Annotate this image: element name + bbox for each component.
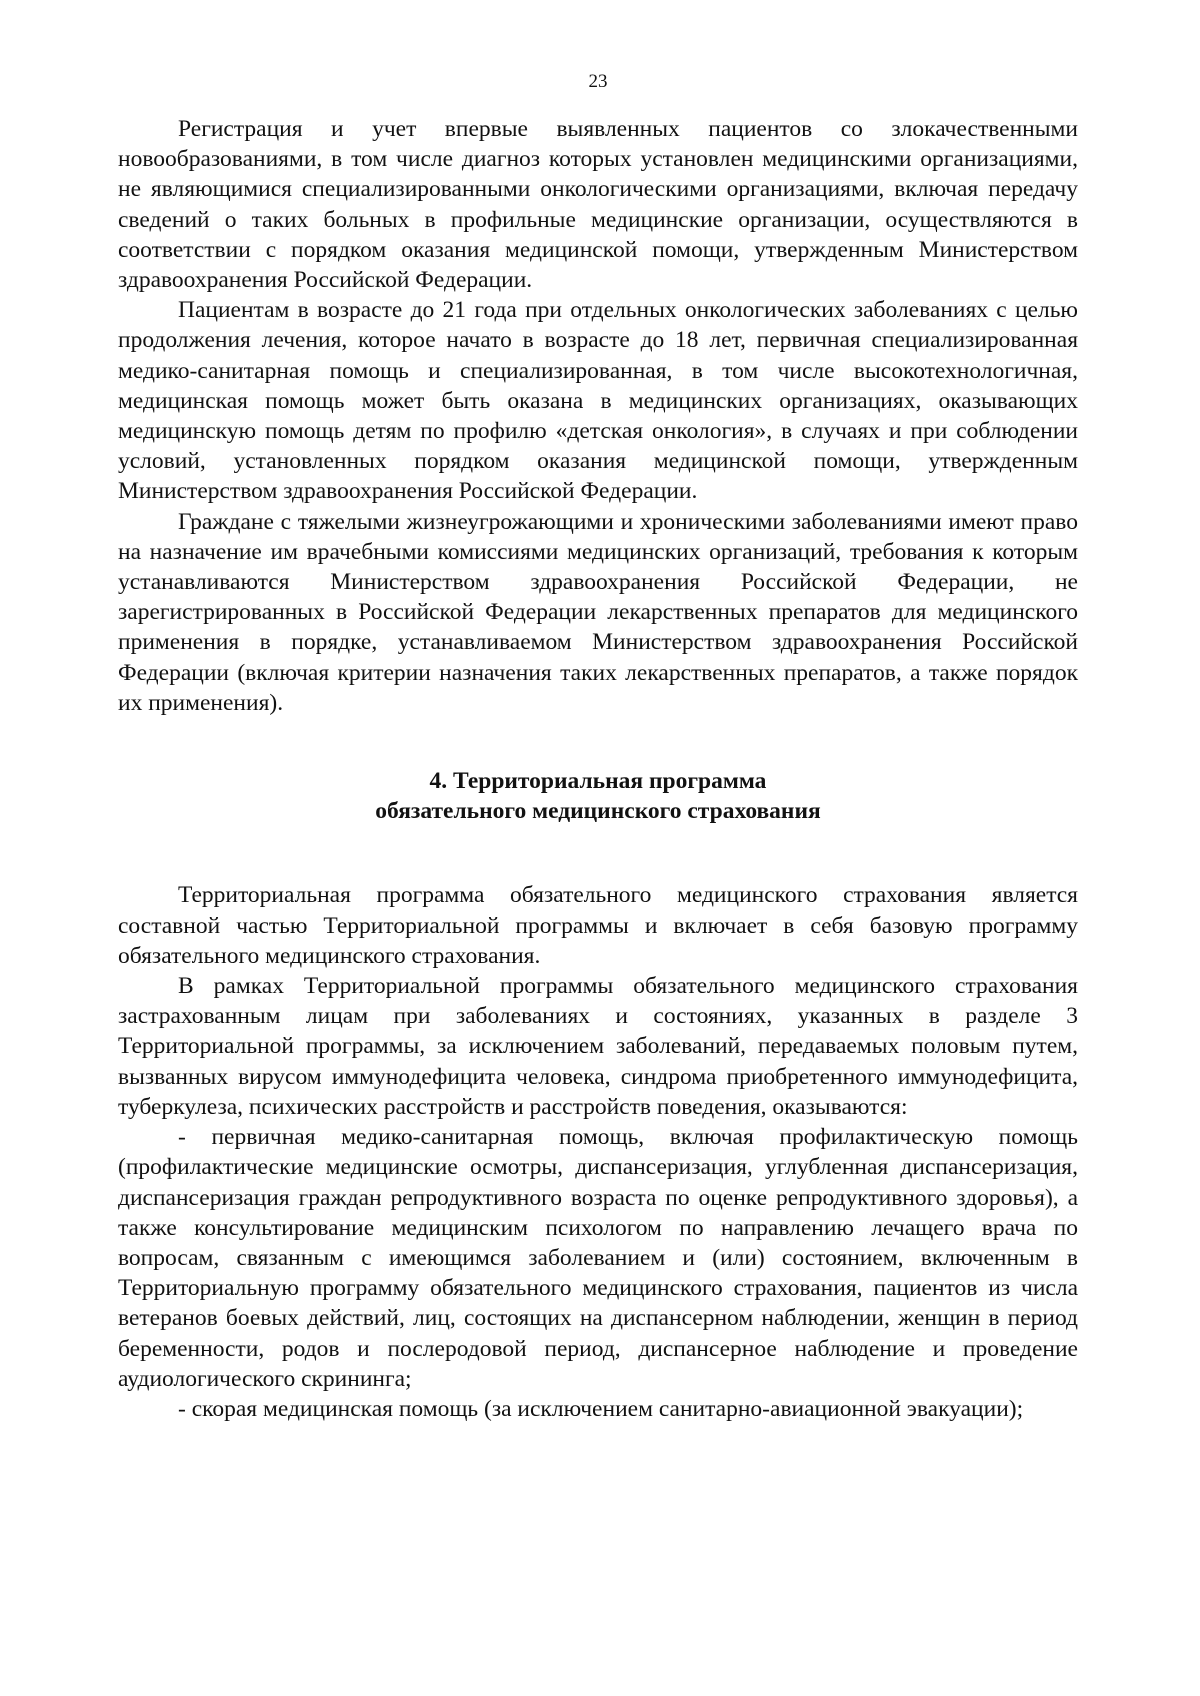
list-item-emergency-care: - скорая медицинская помощь (за исключением санитарно-авиационной эвакуации);	[178, 1395, 1024, 1422]
section-heading-line-2: обязательного медицинского страхования	[375, 798, 821, 825]
paragraph-territorial-program: Территориальная программа обязательного медицинского страхования является составной частью Территориальной программы и включает в себя базовую программу обязательного медицинского страхования.	[118, 882, 1078, 969]
section-heading-line-1: 4. Территориальная программа	[429, 768, 767, 795]
section-heading	[118, 766, 1078, 826]
page-number: 23	[588, 71, 608, 92]
paragraph-unregistered-drugs: Граждане с тяжелыми жизнеугрожающими и хроническими заболеваниями имеют право на назначение им врачебными комиссиями медицинских организаций, требования к которым устанавливаются Министерством здравоохранения Российской Федерации, не зарегистрированных в Российской Федерации лекарственных препаратов для медицинского применения в порядке, устанавливаемом Министерством здравоохранения Российской Федерации (включая критерии назначения таких лекарственных препаратов, а также порядок их применения).	[118, 508, 1078, 716]
list-item-primary-care: - первичная медико-санитарная помощь, включая профилактическую помощь (профилактические медицинские осмотры, диспансеризация, углубленная диспансеризация, диспансеризация граждан репродуктивного возраста по оценке репродуктивного здоровья), а также консультирование медицинским психологом по направлению лечащего врача по вопросам, связанным с имеющимся заболеванием и (или) состоянием, включенным в Территориальную программу обязательного медицинского страхования, пациентов из числа ветеранов боевых действий, лиц, состоящих на диспансерном наблюдении, женщин в период беременности, родов и послеродовой период, диспансерное наблюдение и проведение аудиологического скрининга;	[118, 1124, 1078, 1392]
document-page	[118, 70, 1078, 1424]
paragraph-within-program: В рамках Территориальной программы обязательного медицинского страхования застрахованным лицам при заболеваниях и состояниях, указанных в разделе 3 Территориальной программы, за исключением заболеваний, передаваемых половым путем, вызванных вирусом иммунодефицита человека, синдрома приобретенного иммунодефицита, туберкулеза, психических расстройств и расстройств поведения, оказываются:	[118, 973, 1078, 1120]
paragraph-registration: Регистрация и учет впервые выявленных пациентов со злокачественными новообразованиями, в том числе диагноз которых установлен медицинскими организациями, не являющимися специализированными онкологическими организациями, включая передачу сведений о таких больных в профильные медицинские организации, осуществляются в соответствии с порядком оказания медицинской помощи, утвержденным Министерством здравоохранения Российской Федерации.	[118, 116, 1078, 294]
paragraph-patients-under-21: Пациентам в возрасте до 21 года при отдельных онкологических заболеваниях с целью продолжения лечения, которое начато в возрасте до 18 лет, первичная специализированная медико-санитарная помощь и специализированная, в том числе высокотехнологичная, медицинская помощь может быть оказана в медицинских организациях, оказывающих медицинскую помощь детям по профилю «детская онкология», в случаях и при соблюдении условий, установленных порядком оказания медицинской помощи, утвержденным Министерством здравоохранения Российской Федерации.	[118, 297, 1078, 505]
